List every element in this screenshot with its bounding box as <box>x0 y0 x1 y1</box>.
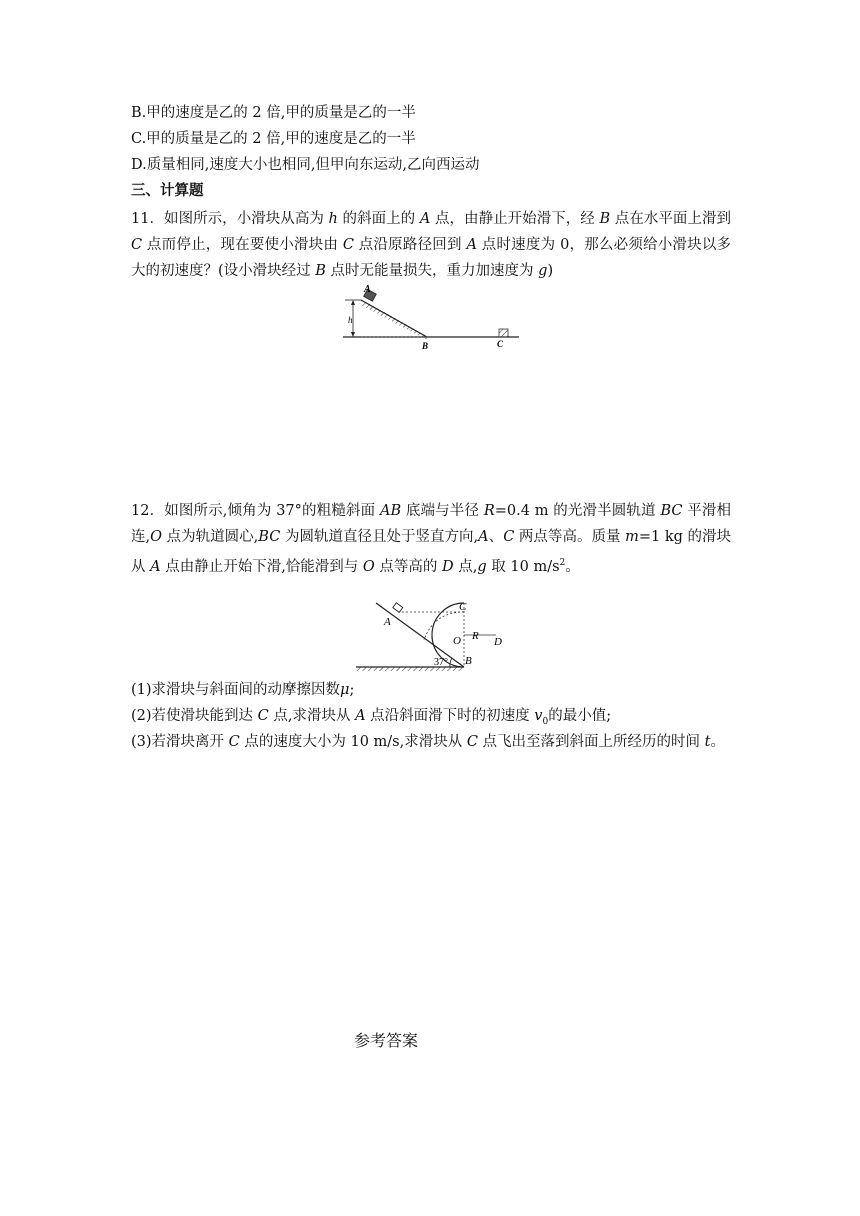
answer-title: 参考答案 <box>353 1031 418 1050</box>
label-d: D <box>494 636 502 648</box>
label-angle: 37° <box>434 657 448 668</box>
option-c: C.甲的质量是乙的 2 倍,甲的速度是乙的一半 <box>131 131 416 147</box>
label-a: A <box>384 616 391 628</box>
height-arrow-head-bottom <box>351 332 355 337</box>
figure-q11 <box>335 282 525 354</box>
label-r: R <box>472 630 479 642</box>
label-b: B <box>422 341 429 351</box>
subquestion-1: (1)求滑块与斜面间的动摩擦因数μ; <box>131 682 355 698</box>
section-heading: 三、计算题 <box>131 183 204 199</box>
label-b: B <box>465 655 472 667</box>
question-12: 12．如图所示,倾角为 37°的粗糙斜面 AB 底端与半径 R=0.4 m 的光滑半圆轨道 BC 平滑相连,O 点为轨道圆心,BC 为圆轨道直径且处于竖直方向,A、C 两点等高。质量 m=1 kg 的滑块从 A 点由静止开始下滑,恰能滑到与 O 点等高的 D 点,g 取 10 $m/s^2$。 <box>131 503 732 575</box>
label-c: C <box>497 339 504 349</box>
height-arrow-head-top <box>351 300 355 305</box>
label-c: C <box>459 601 467 613</box>
incline-line <box>376 603 464 667</box>
question-11: 11．如图所示，小滑块从高为 h 的斜面上的 A 点，由静止开始滑下，经 B 点在水平面上滑到 C 点而停止，现在要使小滑块由 C 点沿原路径回到 A 点时速度为 0，那么必须给小滑块以多大的初速度？(设小滑块经过 B 点时无能量损失，重力加速度为 g) <box>131 211 732 279</box>
q12-number: 12． <box>131 503 165 519</box>
incline-line <box>361 300 427 337</box>
incline-hatching <box>359 300 427 340</box>
angle-arc <box>450 658 452 667</box>
label-a: A <box>364 284 371 295</box>
option-d: D.质量相同,速度大小也相同,但甲向东运动,乙向西运动 <box>131 157 480 173</box>
block-c <box>499 329 508 337</box>
figure-q12 <box>354 600 514 676</box>
label-o: O <box>453 635 461 647</box>
subquestion-3: (3)若滑块离开 C 点的速度大小为 10 m/s,求滑块从 C 点飞出至落到斜面上所经历的时间 t。 <box>131 734 725 750</box>
q11-number: 11． <box>131 211 165 227</box>
label-h: h <box>348 315 353 325</box>
block-a <box>393 603 403 613</box>
subquestion-2: (2)若使滑块能到达 C 点,求滑块从 A 点沿斜面滑下时的初速度 $v_0$的最小值; <box>131 708 612 727</box>
option-b: B.甲的速度是乙的 2 倍,甲的质量是乙的一半 <box>131 105 416 121</box>
